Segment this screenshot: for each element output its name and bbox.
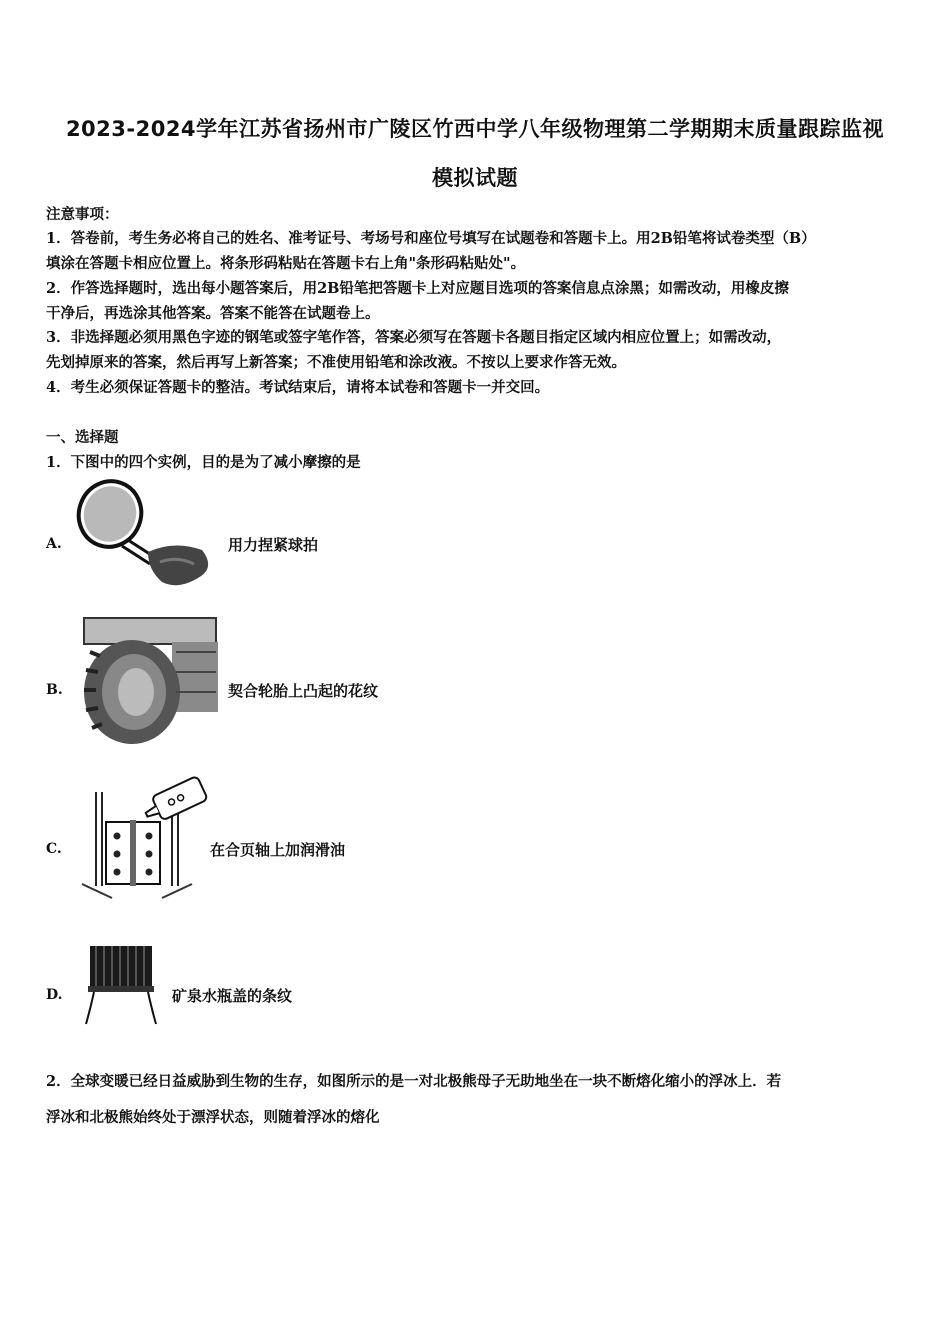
notice-line: 4．考生必须保证答题卡的整洁。考试结束后，请将本试卷和答题卡一并交回。 bbox=[46, 379, 550, 396]
question2-line1: 2．全球变暖已经日益威胁到生物的生存，如图所示的是一对北极熊母子无助地坐在一块不断熔化缩小的浮冰上．若 bbox=[46, 1073, 782, 1090]
option-b-text: 契合轮胎上凸起的花纹 bbox=[228, 682, 379, 700]
question2-line2: 浮冰和北极熊始终处于漂浮状态，则随着浮冰的熔化 bbox=[46, 1109, 380, 1126]
option-d-text: 矿泉水瓶盖的条纹 bbox=[172, 987, 293, 1005]
option-d-letter: D. bbox=[46, 987, 63, 1003]
door-hinge-oil-illustration bbox=[72, 774, 212, 900]
tennis-racket-illustration bbox=[70, 478, 230, 598]
question1-stem: 1．下图中的四个实例，目的是为了减小摩擦的是 bbox=[46, 454, 361, 471]
notice-line: 3．非选择题必须用黑色字迹的钢笔或签字笔作答，答案必须写在答题卡各题目指定区域内相应位置上；如需改动， bbox=[46, 329, 782, 346]
notice-line: 2．作答选择题时，选出每小题答案后，用2B铅笔把答题卡上对应题目选项的答案信息点涂黑；如需改动，用橡皮擦 bbox=[46, 280, 789, 297]
document-title-line2: 模拟试题 bbox=[432, 166, 518, 190]
notice-line: 先划掉原来的答案，然后再写上新答案；不准使用铅笔和涂改液。不按以上要求作答无效。 bbox=[46, 354, 626, 371]
option-b-letter: B. bbox=[46, 682, 63, 698]
section-heading: 一、选择题 bbox=[46, 429, 119, 446]
option-c-text: 在合页轴上加润滑油 bbox=[210, 841, 346, 859]
bottle-cap-illustration bbox=[82, 940, 162, 1026]
option-a-letter: A. bbox=[46, 536, 62, 552]
document-title-line1: 2023-2024学年江苏省扬州市广陵区竹西中学八年级物理第二学期期末质量跟踪监视 bbox=[65, 117, 885, 141]
option-a-text: 用力捏紧球拍 bbox=[228, 536, 319, 554]
tractor-tire-illustration bbox=[76, 612, 222, 748]
notice-line: 填涂在答题卡相应位置上。将条形码粘贴在答题卡右上角"条形码粘贴处"。 bbox=[46, 255, 526, 272]
notice-line: 干净后，再选涂其他答案。答案不能答在试题卷上。 bbox=[46, 305, 380, 322]
notice-line: 1．答卷前，考生务必将自己的姓名、准考证号、考场号和座位号填写在试题卷和答题卡上。用2B铅笔将试卷类型（B） bbox=[46, 230, 816, 247]
notice-heading: 注意事项： bbox=[46, 206, 119, 223]
option-c-letter: C. bbox=[46, 841, 62, 857]
